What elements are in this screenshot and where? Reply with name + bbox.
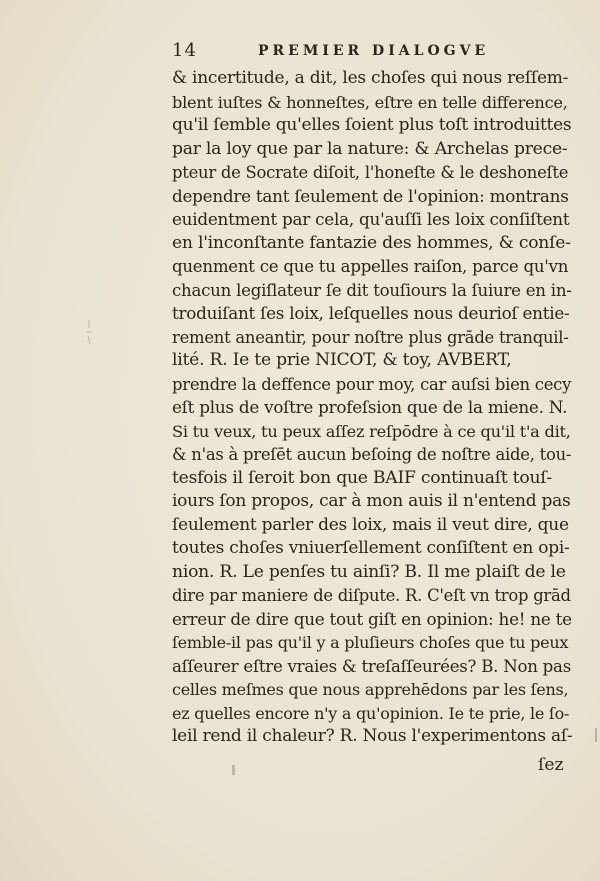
margin-mark	[595, 728, 597, 742]
text-line: celles meſmes que nous apprehēdons par les ſens,	[172, 680, 569, 699]
text-line: toutes choſes vniuerſellement conſiſtent en opi-	[172, 538, 570, 558]
text-line: iours ſon propos, car à mon auis il n'entend pas	[172, 491, 571, 511]
margin-smudge	[84, 318, 94, 348]
page-number: 14	[172, 40, 197, 61]
text-line: & incertitude, a dit, les choſes qui nous reſſem-	[172, 68, 569, 88]
text-line: & n'as à preſēt aucun beſoing de noſtre aide, tou-	[172, 445, 572, 464]
text-line: rement aneantir, pour noſtre plus grāde tranquil-	[172, 327, 569, 347]
text-line: blent iuſtes & honneſtes, eſtre en telle difference,	[172, 92, 568, 112]
text-line: nion. R. Le penſes tu ainſi? B. Il me plaiſt de le	[172, 561, 566, 582]
text-line: euidentment par cela, qu'auſſi les loix conſiſtent	[172, 209, 570, 229]
running-head: PREMIER DIALOGVE	[258, 43, 490, 59]
page-header	[172, 40, 572, 64]
body-text	[172, 67, 572, 749]
text-line: leil rend il chaleur? R. Nous l'experimentons aſ-	[172, 726, 572, 746]
text-line: quenment ce que tu appelles raiſon, parce qu'vn	[172, 257, 569, 276]
text-line: ez quelles encore n'y a qu'opinion. Ie te prie, le ſo-	[172, 703, 570, 723]
text-line: dependre tant ſeulement de l'opinion: montrans	[172, 185, 569, 206]
text-line: en l'inconſtante fantazie des hommes, & conſe-	[172, 232, 571, 253]
text-line: ſeulement parler des loix, mais il veut dire, que	[172, 514, 569, 535]
ink-speck	[232, 765, 235, 775]
text-line: tesfois il ſeroit bon que BAIF continuaſt touſ-	[172, 467, 552, 488]
text-line: aſſeurer eſtre vraies & treſaſſeurées? B. Non pas	[172, 656, 571, 676]
text-line: chacun legiſlateur ſe dit touſiours la ſuiure en in-	[172, 280, 572, 300]
text-line: ſemble-il pas qu'il y a pluſieurs choſes que tu peux	[172, 633, 569, 652]
text-line: pteur de Socrate diſoit, l'honeſte & le deshoneſte	[172, 163, 569, 182]
text-line: lité. R. Ie te prie NICOT, & toy, AVBERT,	[172, 350, 512, 370]
text-line: erreur de dire que tout giſt en opinion: he! ne te	[172, 608, 572, 629]
text-line: eſt plus de voſtre profeſsion que de la miene. N.	[172, 397, 568, 417]
text-line: Si tu veux, tu peux aſſez reſpōdre à ce qu'il t'a dit,	[172, 421, 571, 441]
text-line: par la loy que par la nature: & Archelas prece-	[172, 138, 568, 159]
text-line: dire par maniere de diſpute. R. C'eſt vn trop grād	[172, 586, 571, 605]
text-line: qu'il ſemble qu'elles ſoient plus toſt introduittes	[172, 115, 572, 135]
text-line: troduiſant ſes loix, leſquelles nous deurioſ entie-	[172, 303, 570, 323]
catchword: ſez	[538, 755, 564, 775]
text-line: prendre la deffence pour moy, car auſsi bien cecy	[172, 374, 572, 394]
